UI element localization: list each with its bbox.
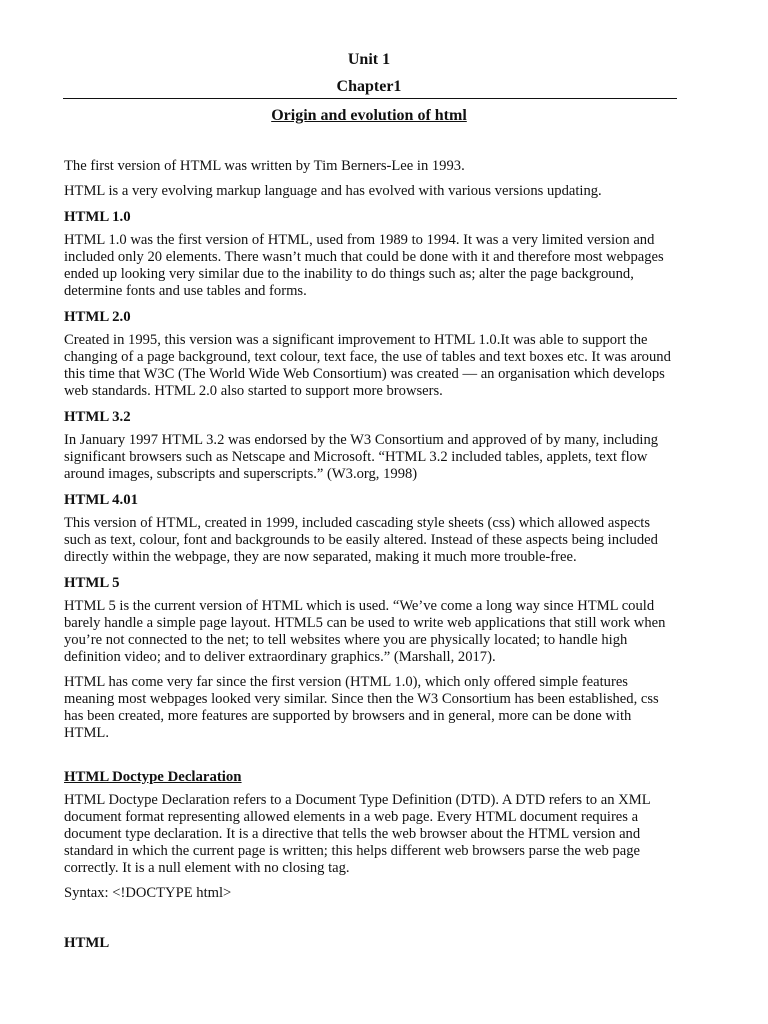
intro-paragraph: The first version of HTML was written by Tim Berners-Lee in 1993. (64, 158, 465, 174)
section-paragraph: HTML has come very far since the first version (HTML 1.0), which only offered simple features meaning most webpages looked very similar. Since then the W3 Consortium has been established, css has been created, more features are supported by browsers and in general, more can be done with HTML. (64, 674, 659, 741)
section-heading-html-1: HTML 1.0 (64, 209, 131, 225)
doctype-heading: HTML Doctype Declaration (64, 769, 242, 785)
spacer (64, 910, 678, 934)
page-title: Origin and evolution of html (271, 107, 467, 124)
doctype-paragraph: HTML Doctype Declaration refers to a Document Type Definition (DTD). A DTD refers to an XML document format representing allowed elements in a web page. Every HTML document requires a document type declaration. It is a directive that tells the web browser about the HTML version and standard in which the current page is written; this helps different web browsers parse the web page correctly. It is a null element with no closing tag. (64, 792, 651, 876)
section-paragraph: HTML 1.0 was the first version of HTML, used from 1989 to 1994. It was a very limited version and included only 20 elements. There wasn’t much that could be done with it and therefore most webpages ended up looking very similar due to the inability to do things such as; alter the page background, determine fonts and use tables and forms. (64, 232, 664, 299)
section-paragraph: This version of HTML, created in 1999, included cascading style sheets (css) which allowed aspects such as text, colour, font and backgrounds to be easily altered. Instead of these aspects being included directly within the webpage, they are now separated, making it much more trouble-free. (64, 515, 658, 565)
doctype-syntax: Syntax: <!DOCTYPE html> (64, 885, 232, 901)
section-heading-html-2: HTML 2.0 (64, 309, 131, 325)
footer-heading: HTML (64, 935, 110, 951)
header-divider (63, 98, 677, 99)
unit-heading: Unit 1 (347, 51, 391, 68)
section-paragraph: HTML 5 is the current version of HTML which is used. “We’ve come a long way since HTML could barely handle a simple page layout. HTML5 can be used to write web applications that still work when you’re not connected to the net; to tell websites where you are physically located; to handle high definition video; and to deliver extraordinary graphics.” (Marshall, 2017). (64, 598, 666, 665)
spacer (64, 750, 678, 768)
section-paragraph: In January 1997 HTML 3.2 was endorsed by the W3 Consortium and approved of by many, including significant browsers such as Netscape and Microsoft. “HTML 3.2 included tables, applets, text flow around images, subscripts and superscripts.” (W3.org, 1998) (64, 432, 659, 482)
intro-paragraph: HTML is a very evolving markup language and has evolved with various versions updating. (64, 183, 602, 199)
document-body (64, 158, 678, 958)
section-paragraph: Created in 1995, this version was a significant improvement to HTML 1.0.It was able to support the changing of a page background, text colour, text face, the use of tables and text boxes etc. It was around this time that W3C (The World Wide Web Consortium) was created — an organisation which develops web standards. HTML 2.0 also started to support more browsers. (64, 332, 671, 399)
section-heading-html-4-01: HTML 4.01 (64, 492, 138, 508)
section-heading-html-3-2: HTML 3.2 (64, 409, 131, 425)
section-heading-html-5: HTML 5 (64, 575, 120, 591)
chapter-heading: Chapter1 (336, 78, 402, 95)
